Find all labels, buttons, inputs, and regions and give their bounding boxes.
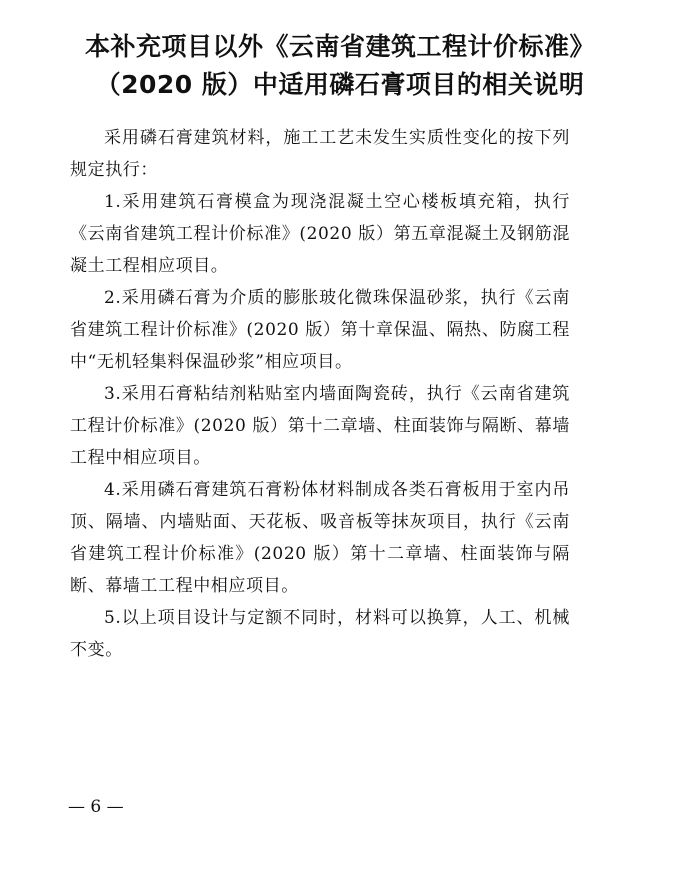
rule-paragraph-5: 5.以上项目设计与定额不同时，材料可以换算，人工、机械不变。 <box>70 608 570 660</box>
rule-paragraph-4: 4.采用磷石膏建筑石膏粉体材料制成各类石膏板用于室内吊顶、隔墙、内墙贴面、天花板、吸音板等抹灰项目，执行《云南省建筑工程计价标准》(2020 版）第十二章墙、柱面装饰与隔断、幕墙工工程中相应项目。 <box>70 480 570 596</box>
intro-paragraph: 采用磷石膏建筑材料，施工工艺未发生实质性变化的按下列规定执行： <box>70 128 570 180</box>
rule-paragraph-1: 1.采用建筑石膏模盒为现浇混凝土空心楼板填充箱，执行《云南省建筑工程计价标准》(2020 版）第五章混凝土及钢筋混凝土工程相应项目。 <box>70 192 570 276</box>
rule-paragraph-2: 2.采用磷石膏为介质的膨胀玻化微珠保温砂浆，执行《云南省建筑工程计价标准》(2020 版）第十章保温、隔热、防腐工程中“无机轻集料保温砂浆”相应项目。 <box>70 288 570 372</box>
rule-paragraph-3: 3.采用石膏粘结剂粘贴室内墙面陶瓷砖，执行《云南省建筑工程计价标准》(2020 版）第十二章墙、柱面装饰与隔断、幕墙工程中相应项目。 <box>70 384 570 468</box>
document-title-line-2: （2020 版）中适用磷石膏项目的相关说明 <box>95 70 585 99</box>
document-title-line-1: 本补充项目以外《云南省建筑工程计价标准》 <box>84 32 595 61</box>
document-body <box>70 122 570 666</box>
page-number: — 6 — <box>68 797 124 817</box>
